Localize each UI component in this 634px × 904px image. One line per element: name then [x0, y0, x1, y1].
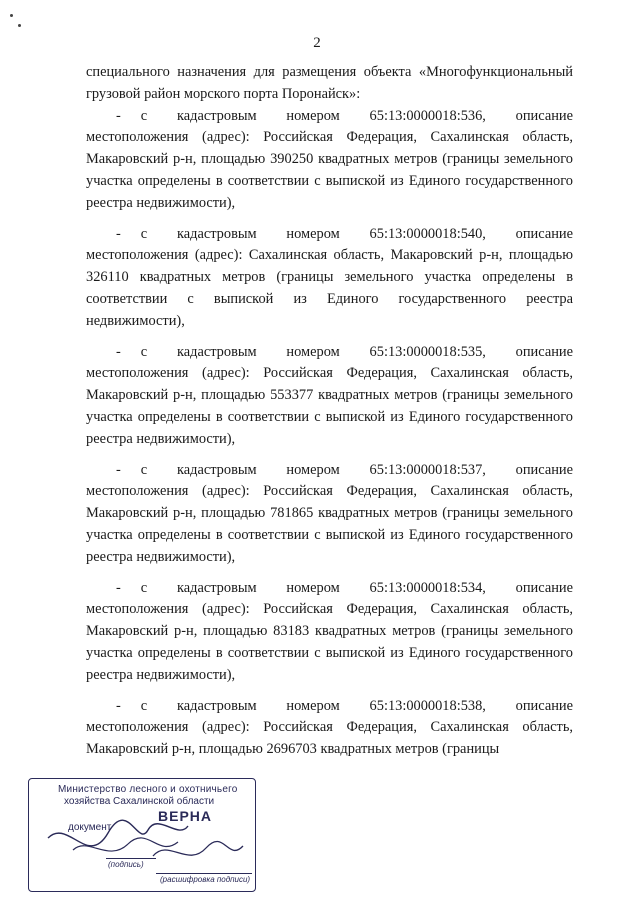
- parcel-item: [86, 460, 573, 569]
- stamp-decode-line: [156, 873, 252, 874]
- parcel-lead: с кадастровым номером 65:13:0000018:537, описание: [140, 461, 573, 478]
- stamp-doc-line: документ: [68, 822, 112, 833]
- parcel-text: местоположения (адрес): Сахалинская область, Макаровский р-н, площадью 326110 квадратных метров (границы земельного участка определены в соответствии с выпиской из Единого государственного реестра недвижимости),: [86, 247, 573, 329]
- stamp-caption-sign: (подпись): [108, 860, 144, 869]
- list-dash: -: [116, 697, 121, 714]
- page-number: 2: [313, 35, 321, 51]
- parcel-lead: с кадастровым номером 65:13:0000018:534, описание: [140, 579, 573, 596]
- stamp-caption-decode: (расшифровка подписи): [160, 875, 251, 884]
- list-dash: -: [116, 225, 121, 242]
- parcel-text: местоположения (адрес): Российская Федерация, Сахалинская область, Макаровский р-н, площадью 553377 квадратных метров (границы земельного участка определены в соответствии с выпиской из Единого государственного реестра недвижимости),: [86, 365, 573, 447]
- stamp-sign-line: [106, 858, 156, 859]
- list-dash: -: [116, 579, 121, 596]
- document-body: [86, 62, 573, 761]
- parcel-lead: с кадастровым номером 65:13:0000018:538, описание: [140, 697, 573, 714]
- parcel-lead: с кадастровым номером 65:13:0000018:540, описание: [140, 225, 573, 242]
- stamp-org-line: Министерство лесного и охотничьего: [58, 784, 238, 795]
- stamp-frame: [28, 778, 256, 892]
- parcel-lead: с кадастровым номером 65:13:0000018:535, описание: [140, 343, 573, 360]
- parcel-list: [86, 106, 573, 761]
- scan-speck: [18, 24, 21, 27]
- certification-stamp: [28, 778, 260, 896]
- parcel-lead: с кадастровым номером 65:13:0000018:536, описание: [140, 107, 573, 124]
- stamp-org-line: хозяйства Сахалинской области: [64, 796, 215, 807]
- intro-paragraph: специального назначения для размещения объекта «Многофункциональный грузовой район морского порта Поронайск»:: [86, 64, 573, 102]
- parcel-item: [86, 106, 573, 215]
- list-dash: -: [116, 107, 121, 124]
- parcel-item: [86, 696, 573, 761]
- parcel-text: местоположения (адрес): Российская Федерация, Сахалинская область, Макаровский р-н, площадью 83183 квадратных метров (границы земельного участка определены в соответствии с выпиской из Единого государственного реестра недвижимости),: [86, 601, 573, 683]
- parcel-item: [86, 578, 573, 687]
- parcel-text: местоположения (адрес): Российская Федерация, Сахалинская область, Макаровский р-н, площадью 781865 квадратных метров (границы земельного участка определены в соответствии с выпиской из Единого государственного реестра недвижимости),: [86, 483, 573, 565]
- parcel-text: местоположения (адрес): Российская Федерация, Сахалинская область, Макаровский р-н, площадью 2696703 квадратных метров (границы: [86, 719, 573, 758]
- parcel-text: местоположения (адрес): Российская Федерация, Сахалинская область, Макаровский р-н, площадью 390250 квадратных метров (границы земельного участка определены в соответствии с выпиской из Единого государственного реестра недвижимости),: [86, 129, 573, 211]
- stamp-verna: ВЕРНА: [158, 808, 213, 824]
- parcel-item: [86, 224, 573, 333]
- signature-icon: [28, 778, 260, 896]
- list-dash: -: [116, 461, 121, 478]
- scan-speck: [10, 14, 13, 17]
- list-dash: -: [116, 343, 121, 360]
- parcel-item: [86, 342, 573, 451]
